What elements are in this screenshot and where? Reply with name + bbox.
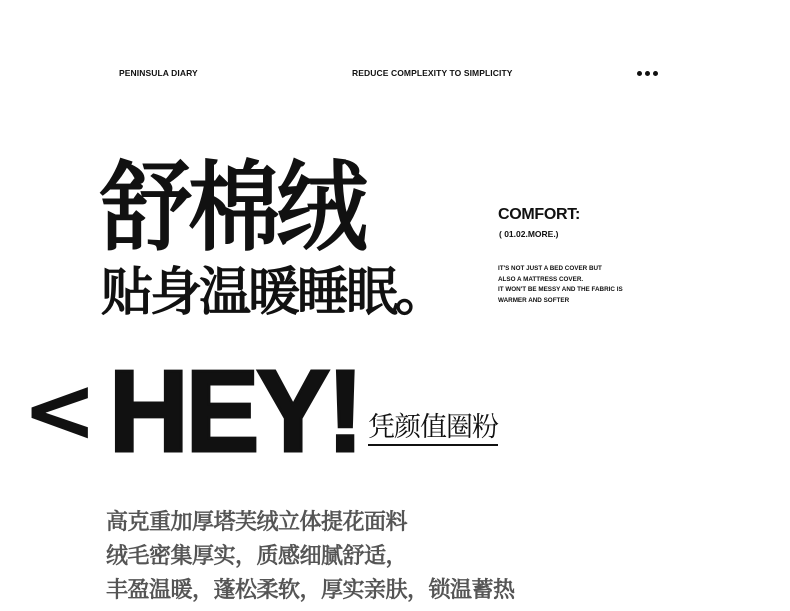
comfort-subtitle: ( 01.02.MORE.) [499, 229, 559, 239]
comfort-description [498, 264, 623, 306]
comfort-title: COMFORT: [498, 206, 581, 223]
description-line: ALSO A MATTRESS COVER. [498, 275, 584, 283]
fan-link[interactable]: 凭颜值圈粉 [368, 414, 498, 446]
brand-name: PENINSULA DIARY [119, 68, 198, 78]
description-line: IT WON'T BE MESSY AND THE FABRIC IS [498, 286, 623, 294]
more-dots-icon[interactable] [637, 71, 658, 76]
hero-headline-primary: 舒棉绒 [100, 151, 365, 265]
dot [637, 71, 642, 76]
dot [645, 71, 650, 76]
hero-headline-secondary: 贴身温暖睡眠。 [101, 263, 445, 323]
tagline: REDUCE COMPLEXITY TO SIMPLICITY [352, 68, 513, 78]
body-copy-line: 丰盈温暖，蓬松柔软，厚实亲肤，锁温蓄热 [106, 578, 515, 603]
body-copy-line: 高克重加厚塔芙绒立体提花面料 [106, 510, 408, 535]
chevron-left-icon[interactable]: < [22, 358, 98, 463]
description-line: IT'S NOT JUST A BED COVER BUT [498, 265, 602, 272]
body-copy-line: 绒毛密集厚实，质感细腻舒适， [106, 544, 408, 569]
hey-greeting: HEY! [109, 346, 361, 476]
dot [653, 71, 658, 76]
product-description [106, 506, 515, 608]
description-line: WARMER AND SOFTER [498, 296, 570, 304]
